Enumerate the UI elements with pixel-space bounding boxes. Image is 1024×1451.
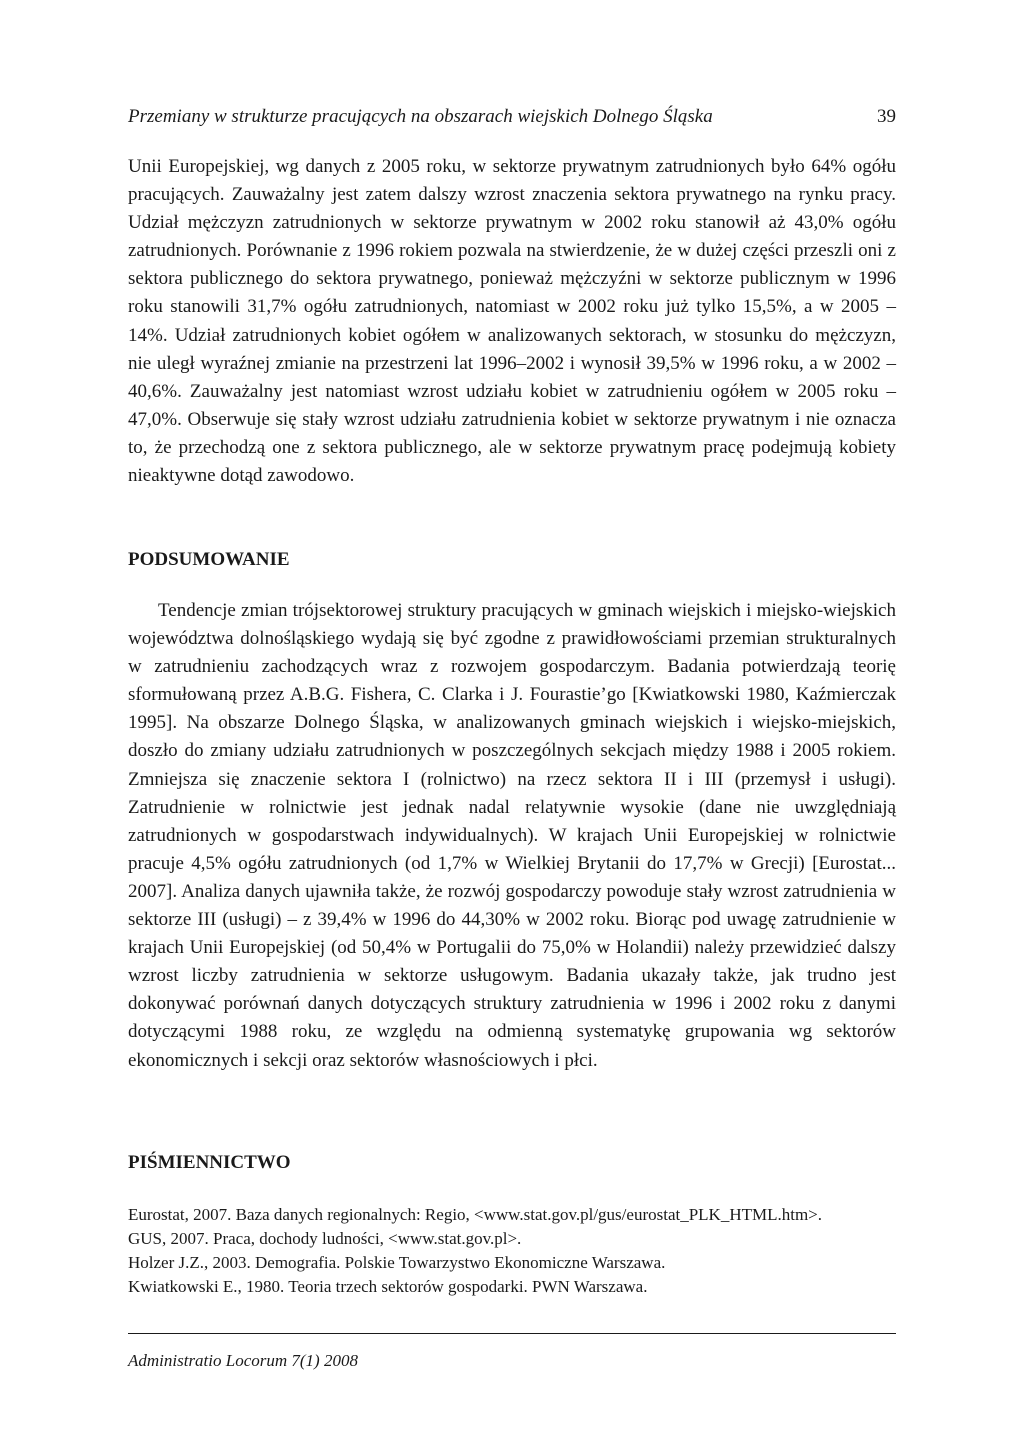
page-number: 39 (877, 106, 896, 127)
body-paragraph: Unii Europejskiej, wg danych z 2005 roku, w sektorze prywatnym zatrudnionych było 64% ogółu pracujących. Zauważalny jest zatem dalszy wzrost znaczenia sektora prywatnego na rynku pracy. Udział mężczyzn zatrudnionych w sektorze prywatnym w 2002 roku stanowił aż 43,0% ogółu zatrudnionych. Porównanie z 1996 rokiem pozwala na stwierdzenie, że w dużej części przeszli oni z sektora publicznego do sektora prywatnego, ponieważ mężczyźni w sektorze publicznym w 1996 roku stanowili 31,7% ogółu zatrudnionych, natomiast w 2002 roku już tylko 15,5%, a w 2005 – 14%. Udział zatrudnionych kobiet ogółem w analizowanych sektorach, w stosunku do mężczyzn, nie uległ wyraźnej zmianie na przestrzeni lat 1996–2002 i wynosił 39,5% w 1996 roku, a w 2002 – 40,6%. Zauważalny jest natomiast wzrost udziału kobiet w zatrudnieniu ogółem w 2005 roku – 47,0%. Obserwuje się stały wzrost udziału zatrudnienia kobiet w sektorze prywatnym i nie oznacza to, że przechodzą one z sektora publicznego, ale w sektorze prywatnym pracę podejmują kobiety nieaktywne dotąd zawodowo. (128, 156, 896, 487)
reference-item: Holzer J.Z., 2003. Demografia. Polskie Towarzystwo Ekonomiczne Warszawa. (128, 1253, 666, 1272)
footer-rule (128, 1333, 896, 1334)
reference-list (128, 1203, 896, 1299)
reference-item: Kwiatkowski E., 1980. Teoria trzech sektorów gospodarki. PWN Warszawa. (128, 1277, 648, 1296)
journal-footer: Administratio Locorum 7(1) 2008 (128, 1351, 358, 1370)
reference-item: GUS, 2007. Praca, dochody ludności, <www.stat.gov.pl>. (128, 1229, 522, 1248)
section-heading-references: PIŚMIENNICTWO (128, 1152, 291, 1173)
section-heading-summary: PODSUMOWANIE (128, 549, 290, 570)
reference-item: Eurostat, 2007. Baza danych regionalnych: Regio, <www.stat.gov.pl/gus/eurostat_PLK_HTML.htm>. (128, 1205, 823, 1224)
running-title: Przemiany w strukturze pracujących na obszarach wiejskich Dolnego Śląska (128, 106, 713, 127)
body-paragraph: Tendencje zmian trójsektorowej struktury pracujących w gminach wiejskich i miejsko-wiejskich województwa dolnośląskiego wydają się być zgodne z prawidłowościami przemian strukturalnych w zatrudnieniu zachodzących wraz z rozwojem gospodarczym. Badania potwierdzają teorię sformułowaną przez A.B.G. Fishera, C. Clarka i J. Fourastie’go [Kwiatkowski 1980, Kaźmierczak 1995]. Na obszarze Dolnego Śląska, w analizowanych gminach wiejskich i wiejsko-miejskich, doszło do zmiany udziału zatrudnionych w poszczególnych sekcjach między 1988 i 2005 rokiem. Zmniejsza się znaczenie sektora I (rolnictwo) na rzecz sektora II i III (przemysł i usługi). Zatrudnienie w rolnictwie jest jednak nadal relatywnie wysokie (dane nie uwzględniają zatrudnionych w gospodarstwach indywidualnych). W krajach Unii Europejskiej w rolnictwie pracuje 4,5% ogółu zatrudnionych (od 1,7% w Wielkiej Brytanii do 17,7% w Grecji) [Eurostat... 2007]. Analiza danych ujawniła także, że rozwój gospodarczy powoduje stały wzrost zatrudnienia w sektorze III (usługi) – z 39,4% w 1996 do 44,30% w 2002 roku. Biorąc pod uwagę zatrudnienie w krajach Unii Europejskiej (od 50,4% w Portugalii do 75,0% w Holandii) należy przewidzieć dalszy wzrost liczby zatrudnienia w sektorze usługowym. Badania ukazały także, jak trudno jest dokonywać porównań danych dotyczących struktury zatrudnienia w 1996 i 2002 roku z danymi dotyczącymi 1988 roku, ze względu na odmienną systematykę grupowania wg sektorów ekonomicznych i sekcji oraz sektorów własnościowych i płci. (128, 600, 896, 1071)
